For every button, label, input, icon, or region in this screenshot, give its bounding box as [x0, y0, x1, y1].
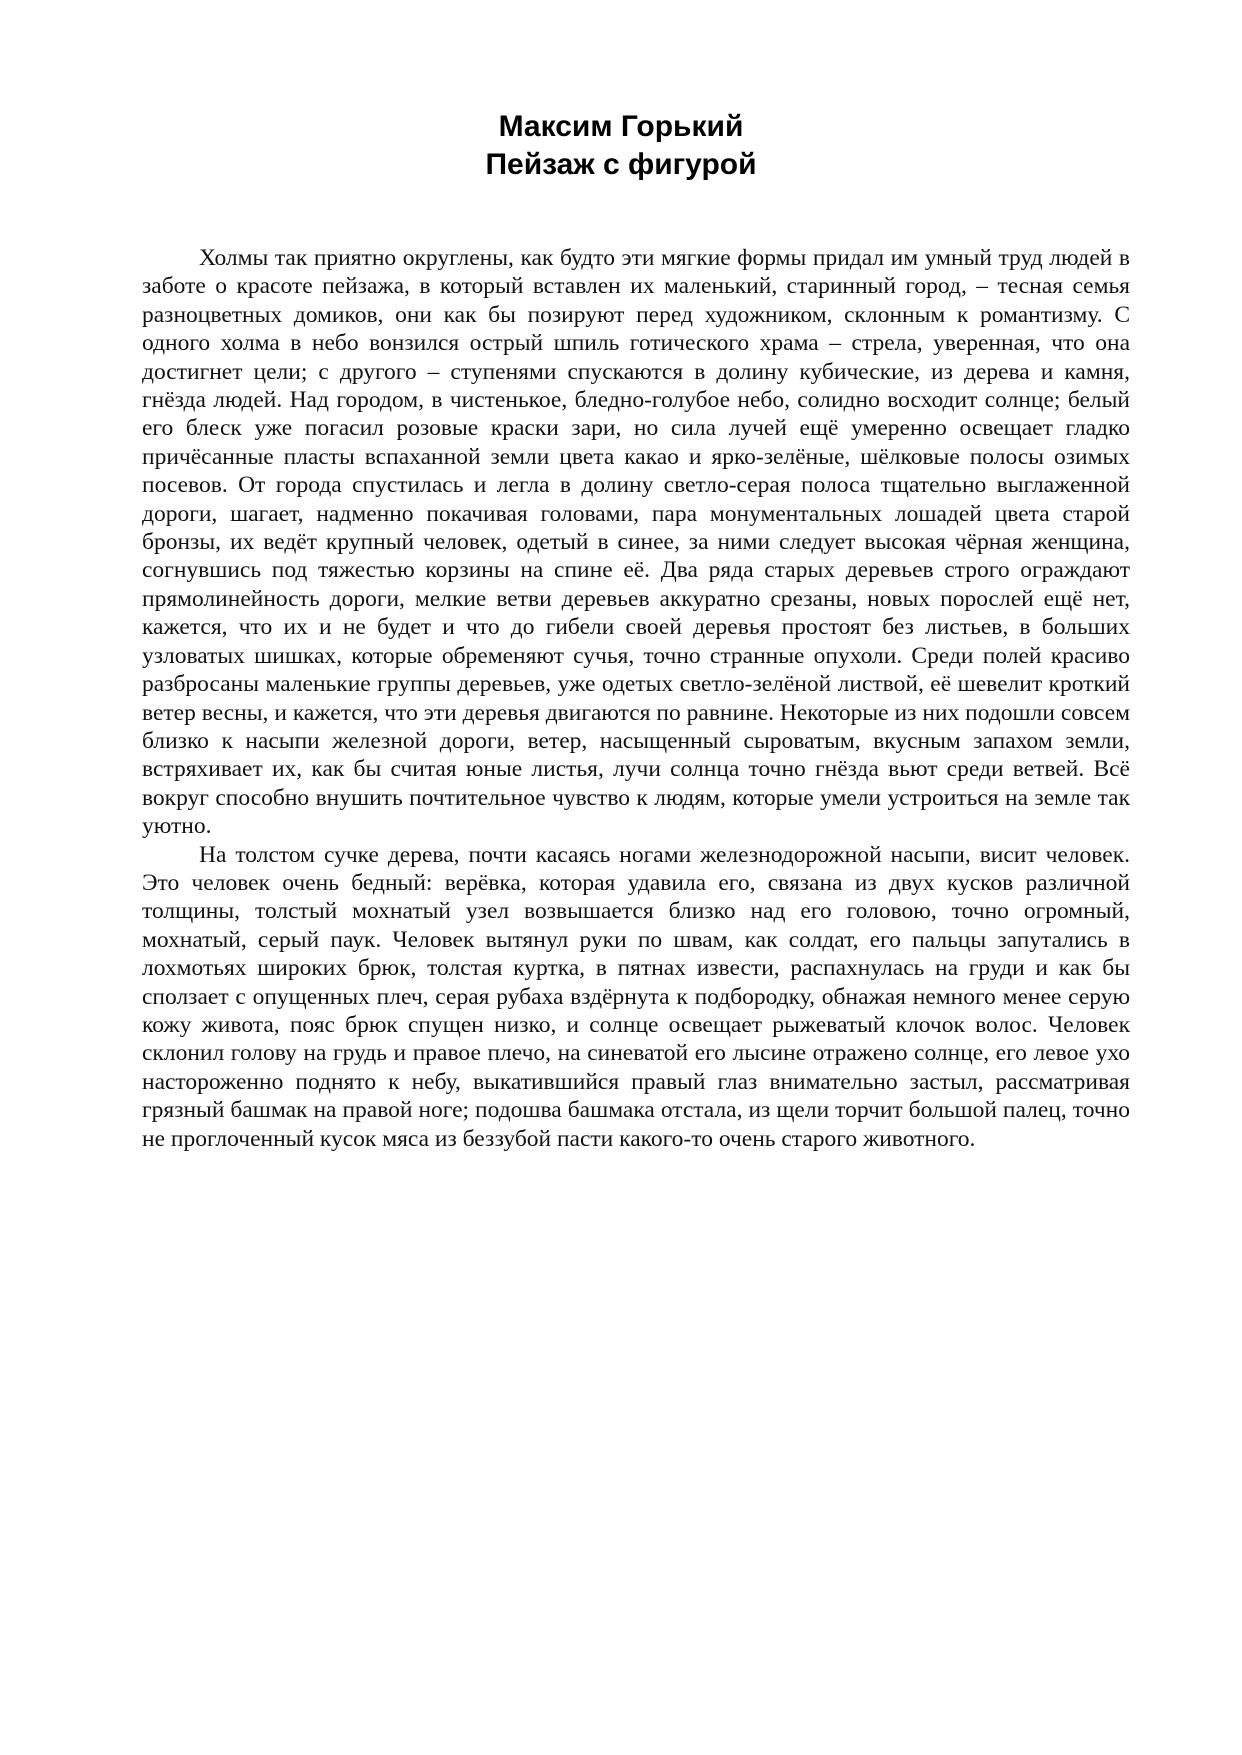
- paragraph-1: Холмы так приятно округлены, как будто эти мягкие формы придал им умный труд людей в заботе о красоте пейзажа, в который вставлен их маленький, старинный город, – тесная семья разноцветных домиков, они как бы позируют перед художником, склонным к романтизму. С одного холма в небо вонзился острый шпиль готического храма – стрела, уверенная, что она достигнет цели; с другого – ступенями спускаются в долину кубические, из дерева и камня, гнёзда людей. Над городом, в чистенькое, бледно-голубое небо, солидно восходит солнце; белый его блеск уже погасил розовые краски зари, но сила лучей ещё умеренно освещает гладко причёсанные пласты вспаханной земли цвета какао и ярко-зелёные, шёлковые полосы озимых посевов. От города спустилась и легла в долину светло-серая полоса тщательно выглаженной дороги, шагает, надменно покачивая головами, пара монументальных лошадей цвета старой бронзы, их ведёт крупный человек, одетый в синее, за ними следует высокая чёрная женщина, согнувшись под тяжестью корзины на спине её. Два ряда старых деревьев строго ограждают прямолинейность дороги, мелкие ветви деревьев аккуратно срезаны, новых порослей ещё нет, кажется, что их и не будет и что до гибели своей деревья простоят без листьев, в больших узловатых шишках, которые обременяют сучья, точно странные опухоли. Среди полей красиво разбросаны маленькие группы деревьев, уже одетых светло-зелёной листвой, её шевелит кроткий ветер весны, и кажется, что эти деревья двигаются по равнине. Некоторые из них подошли совсем близко к насыпи железной дороги, ветер, насыщенный сыроватым, вкусным запахом земли, встряхивает их, как бы считая юные листья, лучи солнца точно гнёзда вьют среди ветвей. Всё вокруг способно внушить почтительное чувство к людям, которые умели устроиться на земле так уютно.: [142, 245, 1130, 840]
- author-name: Максим Горький: [498, 110, 744, 143]
- work-title: Пейзаж с фигурой: [485, 148, 757, 181]
- body-text: [142, 244, 1130, 1153]
- title-block: [0, 108, 1242, 184]
- paragraph-2: На толстом сучке дерева, почти касаясь ногами железнодорожной насыпи, висит человек. Это человек очень бедный: верёвка, которая удавила его, связана из двух кусков различной толщины, толстый мохнатый узел возвышается близко над его головою, точно огромный, мохнатый, серый паук. Человек вытянул руки по швам, как солдат, его пальцы запутались в лохмотьях широких брюк, толстая куртка, в пятнах извести, распахнулась на груди и как бы сползает с опущенных плеч, серая рубаха вздёрнута к подбородку, обнажая немного менее серую кожу живота, пояс брюк спущен низко, и солнце освещает рыжеватый клочок волос. Человек склонил голову на грудь и правое плечо, на синеватой его лысине отражено солнце, его левое ухо настороженно поднято к небу, выкатившийся правый глаз внимательно застыл, рассматривая грязный башмак на правой ноге; подошва башмака отстала, из щели торчит большой палец, точно не проглоченный кусок мяса из беззубой пасти какого-то очень старого животного.: [142, 841, 1130, 1152]
